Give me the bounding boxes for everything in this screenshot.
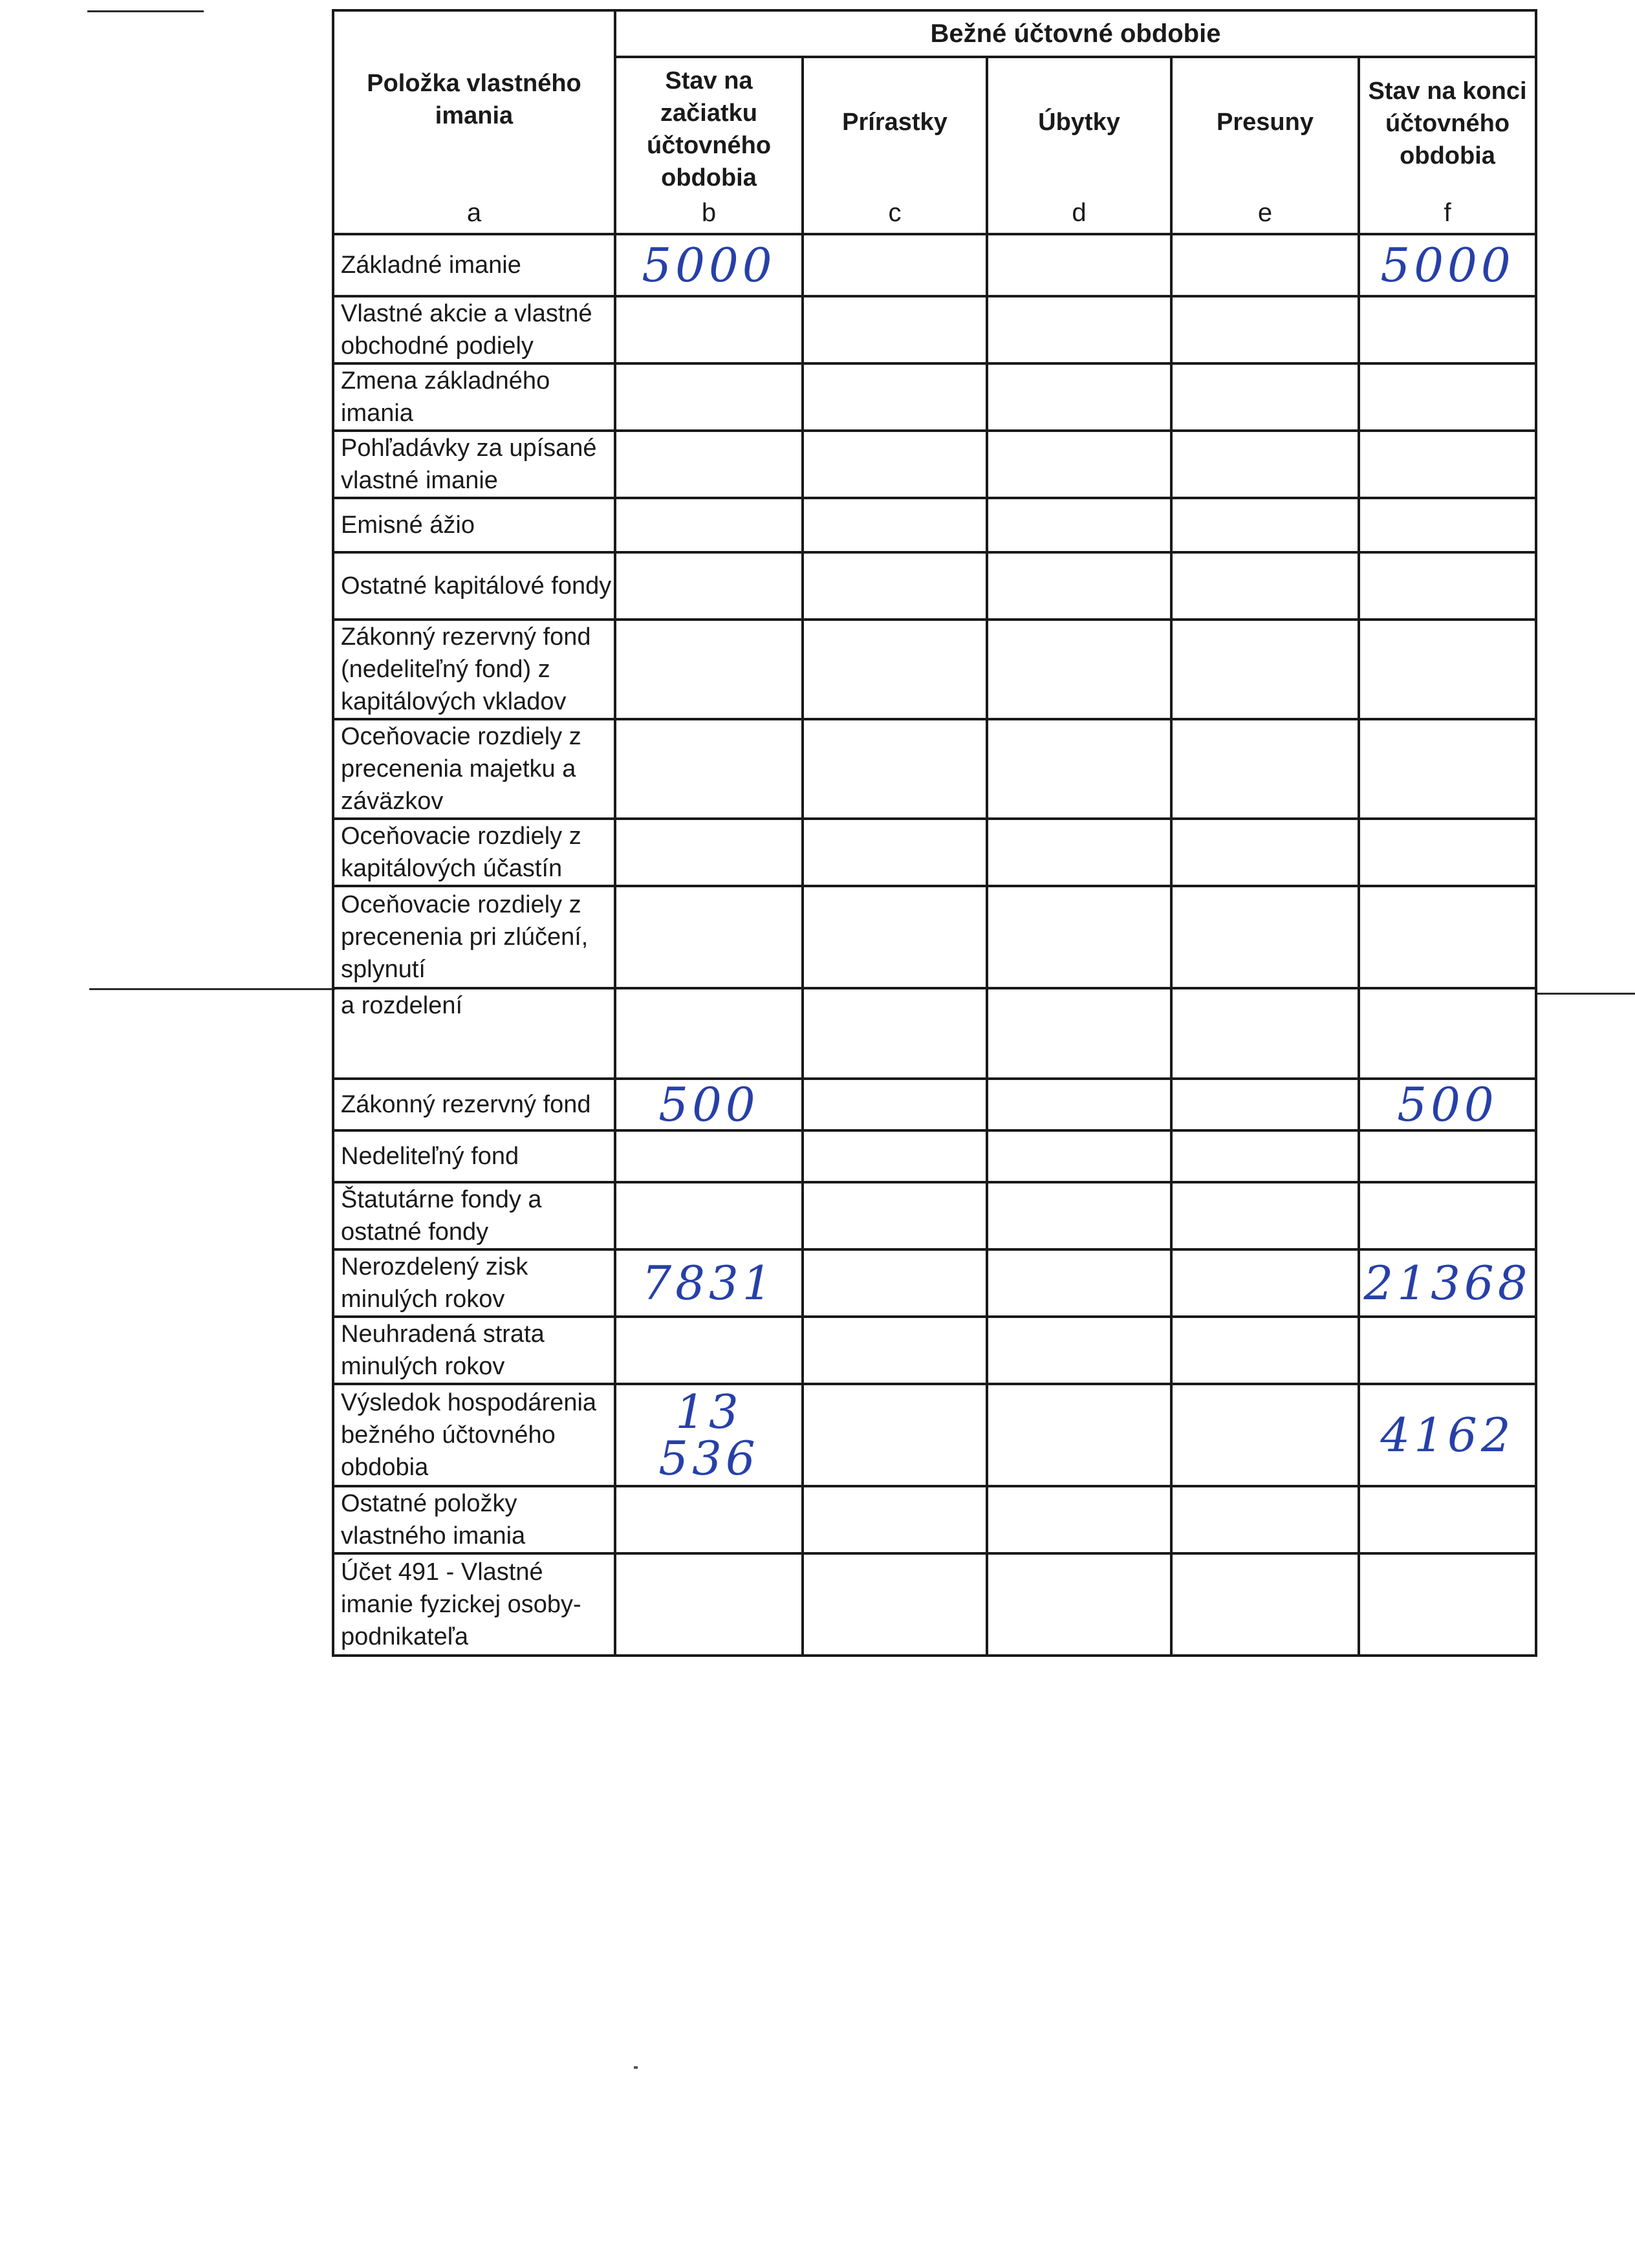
value-cell-f [1359,552,1536,620]
table-row [333,234,1536,296]
value-cell-f [1359,620,1536,719]
row-label: Výsledok hospodárenia bežného účtovného obdobia [333,1384,615,1486]
value-cell-c [803,1486,987,1553]
value-cell-f [1359,886,1536,988]
row-label: Oceňovacie rozdiely z precenenia pri zlúčení, splynutí [333,886,615,988]
header-col-c-label: Prírastky [842,109,947,136]
value-cell-b [615,1553,803,1656]
row-label: Emisné ážio [333,498,615,552]
value-cell-c [803,1130,987,1182]
value-cell-b [615,719,803,819]
value-cell-b [615,498,803,552]
value-cell-e [1171,296,1359,363]
value-cell-e [1171,1249,1359,1317]
value-cell-d [987,1317,1171,1384]
value-cell-b [615,363,803,431]
value-cell-d [987,552,1171,620]
header-col-e [1171,57,1359,234]
value-cell-f [1359,1553,1536,1656]
value-cell-b [615,431,803,498]
header-col-d [987,57,1171,234]
value-cell-d [987,1130,1171,1182]
row-label: Účet 491 - Vlastné imanie fyzickej osoby-podnikateľa [333,1553,615,1656]
value-cell-d [987,719,1171,819]
row-label: Oceňovacie rozdiely z precenenia majetku a záväzkov [333,719,615,819]
value-cell-d [987,498,1171,552]
header-col-c [803,57,987,234]
value-cell-b: 500 [615,1079,803,1130]
value-cell-d [987,1182,1171,1249]
row-label: Zákonný rezervný fond [333,1079,615,1130]
value-cell-f [1359,296,1536,363]
value-cell-f [1359,1486,1536,1553]
value-cell-e [1171,1317,1359,1384]
table-row [333,819,1536,886]
value-cell-c [803,1182,987,1249]
value-cell-e [1171,1384,1359,1486]
value-cell-f [1359,1317,1536,1384]
column-letter-a: a [466,199,482,227]
value-cell-c [803,719,987,819]
value-cell-e [1171,819,1359,886]
value-cell-d [987,1486,1171,1553]
value-cell-c [803,552,987,620]
row-label: Pohľadávky za upísané vlastné imanie [333,431,615,498]
equity-changes-table [332,9,1537,1657]
table-row [333,431,1536,498]
value-cell-c [803,1079,987,1130]
header-item-cell [333,10,615,234]
value-cell-e [1171,620,1359,719]
value-cell-b [615,886,803,988]
row-label: Nerozdelený zisk minulých rokov [333,1249,615,1317]
value-cell-c [803,234,987,296]
row-label: Základné imanie [333,234,615,296]
value-cell-e [1171,234,1359,296]
value-cell-c [803,1384,987,1486]
value-cell-f [1359,498,1536,552]
value-cell-d [987,431,1171,498]
value-cell-e [1171,1553,1359,1656]
value-cell-c [803,988,987,1079]
value-cell-e [1171,1079,1359,1130]
column-letter-d: d [1072,199,1087,227]
row-label: Nedeliteľný fond [333,1130,615,1182]
value-cell-c [803,1553,987,1656]
table-row [333,552,1536,620]
row-label: Štatutárne fondy a ostatné fondy [333,1182,615,1249]
value-cell-f: 4162 [1359,1384,1536,1486]
value-cell-d [987,363,1171,431]
value-cell-f: 5000 [1359,234,1536,296]
value-cell-f [1359,363,1536,431]
value-cell-b [615,552,803,620]
value-cell-b: 5000 [615,234,803,296]
table-row [333,1182,1536,1249]
column-letter-e: e [1257,199,1273,227]
value-cell-e [1171,1130,1359,1182]
value-cell-c [803,886,987,988]
table-row [333,886,1536,988]
row-label: Neuhradená strata minulých rokov [333,1317,615,1384]
value-cell-c [803,1249,987,1317]
value-cell-c [803,620,987,719]
table-row [333,498,1536,552]
current-period-title: Bežné účtovné obdobie [615,10,1536,57]
row-label: Oceňovacie rozdiely z kapitálových účastín [333,819,615,886]
table-row [333,1249,1536,1317]
value-cell-f [1359,1182,1536,1249]
value-cell-f [1359,819,1536,886]
table-row [333,988,1536,1079]
scan-speck [634,2066,638,2069]
header-col-b-label: Stav na začiatku účtovného obdobia [646,67,772,191]
value-cell-c [803,1317,987,1384]
value-cell-e [1171,363,1359,431]
value-cell-d [987,234,1171,296]
table-row [333,1130,1536,1182]
table-row [333,1384,1536,1486]
value-cell-f [1359,431,1536,498]
value-cell-d [987,1079,1171,1130]
value-cell-d [987,1249,1171,1317]
table-row [333,719,1536,819]
value-cell-d [987,1384,1171,1486]
value-cell-b [615,1486,803,1553]
table-row [333,296,1536,363]
value-cell-b [615,988,803,1079]
column-letter-b: b [701,199,717,227]
column-letter-f: f [1444,199,1451,227]
value-cell-b [615,620,803,719]
table-row [333,620,1536,719]
header-col-f [1359,57,1536,234]
value-cell-d [987,988,1171,1079]
value-cell-d [987,819,1171,886]
value-cell-d [987,620,1171,719]
value-cell-f: 21368 [1359,1249,1536,1317]
table-row [333,1486,1536,1553]
scan-mark-top-left [87,10,204,12]
value-cell-b [615,819,803,886]
value-cell-c [803,819,987,886]
header-col-e-label: Presuny [1217,109,1314,136]
value-cell-c [803,431,987,498]
header-col-f-label: Stav na konci účtovného obdobia [1368,78,1527,169]
value-cell-d [987,1553,1171,1656]
table-row [333,1553,1536,1656]
row-label: a rozdelení [333,988,615,1079]
value-cell-f [1359,988,1536,1079]
header-col-d-label: Úbytky [1038,109,1120,136]
value-cell-d [987,886,1171,988]
value-cell-c [803,296,987,363]
value-cell-e [1171,1486,1359,1553]
scan-mark-right [1535,993,1635,995]
value-cell-e [1171,988,1359,1079]
table-row [333,1079,1536,1130]
value-cell-b [615,1130,803,1182]
value-cell-e [1171,719,1359,819]
value-cell-e [1171,431,1359,498]
value-cell-e [1171,1182,1359,1249]
table-row [333,363,1536,431]
row-label: Vlastné akcie a vlastné obchodné podiely [333,296,615,363]
value-cell-e [1171,886,1359,988]
value-cell-e [1171,498,1359,552]
table-row [333,1317,1536,1384]
value-cell-d [987,296,1171,363]
value-cell-f [1359,719,1536,819]
header-item-label: Položka vlastného imania [367,70,581,129]
row-label: Zmena základného imania [333,363,615,431]
row-label: Ostatné kapitálové fondy [333,552,615,620]
value-cell-f: 500 [1359,1079,1536,1130]
value-cell-b: 13 536 [615,1384,803,1486]
header-col-b [615,57,803,234]
scan-mark-left [89,988,335,990]
row-label: Ostatné položky vlastného imania [333,1486,615,1553]
value-cell-f [1359,1130,1536,1182]
value-cell-b: 7831 [615,1249,803,1317]
column-letter-c: c [888,199,902,227]
value-cell-c [803,363,987,431]
value-cell-c [803,498,987,552]
value-cell-b [615,1182,803,1249]
value-cell-b [615,1317,803,1384]
value-cell-e [1171,552,1359,620]
row-label: Zákonný rezervný fond (nedeliteľný fond) z kapitálových vkladov [333,620,615,719]
value-cell-b [615,296,803,363]
